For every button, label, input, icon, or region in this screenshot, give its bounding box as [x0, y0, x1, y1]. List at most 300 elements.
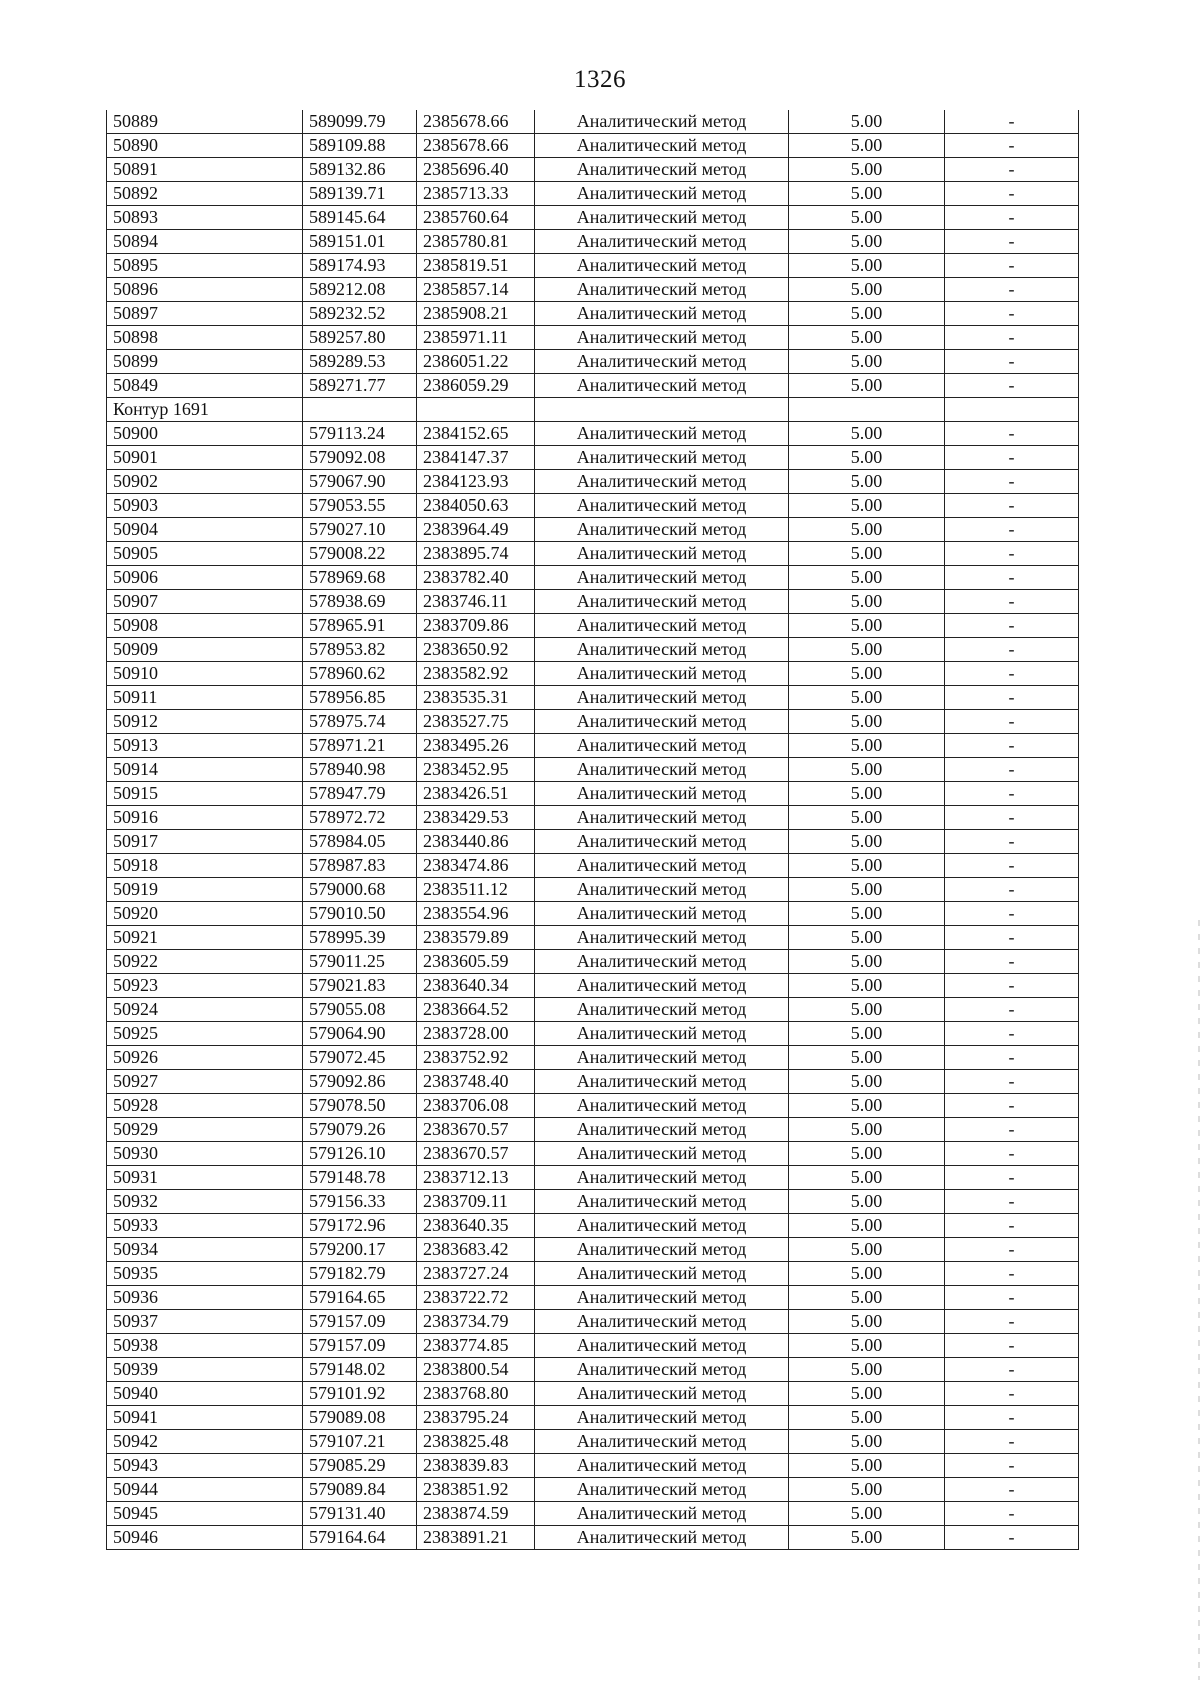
note-cell: - — [945, 446, 1079, 470]
precision-cell: 5.00 — [789, 710, 945, 734]
precision-cell: 5.00 — [789, 614, 945, 638]
precision-cell: 5.00 — [789, 182, 945, 206]
note-cell: - — [945, 734, 1079, 758]
point-id-cell: 50933 — [107, 1214, 303, 1238]
note-cell: - — [945, 830, 1079, 854]
note-cell: - — [945, 1142, 1079, 1166]
x-coordinate-cell: 579156.33 — [303, 1190, 417, 1214]
note-cell: - — [945, 1286, 1079, 1310]
method-cell: Аналитический метод — [535, 1286, 789, 1310]
point-id-cell: 50910 — [107, 662, 303, 686]
x-coordinate-cell: 578975.74 — [303, 710, 417, 734]
precision-cell: 5.00 — [789, 1286, 945, 1310]
coordinates-table-body — [107, 110, 1079, 1550]
method-cell: Аналитический метод — [535, 566, 789, 590]
x-coordinate-cell: 589232.52 — [303, 302, 417, 326]
x-coordinate-cell: 578947.79 — [303, 782, 417, 806]
point-id-cell: 50890 — [107, 134, 303, 158]
y-coordinate-cell: 2384123.93 — [417, 470, 535, 494]
table-row — [107, 254, 1079, 278]
precision-cell: 5.00 — [789, 1238, 945, 1262]
point-id-cell: 50922 — [107, 950, 303, 974]
precision-cell: 5.00 — [789, 422, 945, 446]
method-cell: Аналитический метод — [535, 206, 789, 230]
point-id-cell: 50925 — [107, 1022, 303, 1046]
table-row — [107, 734, 1079, 758]
note-cell: - — [945, 542, 1079, 566]
table-row — [107, 1094, 1079, 1118]
note-cell: - — [945, 854, 1079, 878]
point-id-cell: 50915 — [107, 782, 303, 806]
x-coordinate-cell: 578940.98 — [303, 758, 417, 782]
method-cell: Аналитический метод — [535, 1190, 789, 1214]
note-cell: - — [945, 278, 1079, 302]
table-row — [107, 998, 1079, 1022]
precision-cell: 5.00 — [789, 518, 945, 542]
x-coordinate-cell: 589271.77 — [303, 374, 417, 398]
precision-cell: 5.00 — [789, 902, 945, 926]
note-cell: - — [945, 1166, 1079, 1190]
note-cell: - — [945, 158, 1079, 182]
note-cell: - — [945, 374, 1079, 398]
point-id-cell: 50944 — [107, 1478, 303, 1502]
point-id-cell: 50930 — [107, 1142, 303, 1166]
note-cell: - — [945, 614, 1079, 638]
note-cell: - — [945, 566, 1079, 590]
precision-cell: 5.00 — [789, 1070, 945, 1094]
note-cell: - — [945, 1046, 1079, 1070]
note-cell: - — [945, 110, 1079, 134]
x-coordinate-cell: 589174.93 — [303, 254, 417, 278]
table-row — [107, 878, 1079, 902]
x-coordinate-cell: 578984.05 — [303, 830, 417, 854]
x-coordinate-cell: 589145.64 — [303, 206, 417, 230]
x-coordinate-cell: 578956.85 — [303, 686, 417, 710]
method-cell — [535, 398, 789, 422]
note-cell: - — [945, 254, 1079, 278]
y-coordinate-cell: 2383474.86 — [417, 854, 535, 878]
note-cell: - — [945, 662, 1079, 686]
table-row — [107, 830, 1079, 854]
note-cell — [945, 398, 1079, 422]
y-coordinate-cell: 2386059.29 — [417, 374, 535, 398]
note-cell: - — [945, 1478, 1079, 1502]
table-row — [107, 1190, 1079, 1214]
y-coordinate-cell: 2385678.66 — [417, 134, 535, 158]
x-coordinate-cell: 579072.45 — [303, 1046, 417, 1070]
table-row — [107, 542, 1079, 566]
point-id-cell: 50898 — [107, 326, 303, 350]
x-coordinate-cell: 589289.53 — [303, 350, 417, 374]
precision-cell: 5.00 — [789, 1502, 945, 1526]
table-row — [107, 422, 1079, 446]
method-cell: Аналитический метод — [535, 1094, 789, 1118]
x-coordinate-cell: 579107.21 — [303, 1430, 417, 1454]
point-id-cell: 50908 — [107, 614, 303, 638]
x-coordinate-cell: 589109.88 — [303, 134, 417, 158]
note-cell: - — [945, 1358, 1079, 1382]
method-cell: Аналитический метод — [535, 950, 789, 974]
method-cell: Аналитический метод — [535, 1262, 789, 1286]
table-row — [107, 1286, 1079, 1310]
precision-cell: 5.00 — [789, 158, 945, 182]
precision-cell: 5.00 — [789, 638, 945, 662]
precision-cell: 5.00 — [789, 302, 945, 326]
y-coordinate-cell: 2383709.11 — [417, 1190, 535, 1214]
table-row — [107, 854, 1079, 878]
y-coordinate-cell: 2383800.54 — [417, 1358, 535, 1382]
y-coordinate-cell: 2385971.11 — [417, 326, 535, 350]
y-coordinate-cell: 2383782.40 — [417, 566, 535, 590]
precision-cell: 5.00 — [789, 806, 945, 830]
precision-cell: 5.00 — [789, 782, 945, 806]
precision-cell: 5.00 — [789, 1406, 945, 1430]
table-row — [107, 1166, 1079, 1190]
note-cell: - — [945, 422, 1079, 446]
table-row — [107, 182, 1079, 206]
y-coordinate-cell: 2383579.89 — [417, 926, 535, 950]
point-id-cell: 50916 — [107, 806, 303, 830]
method-cell: Аналитический метод — [535, 1070, 789, 1094]
point-id-cell: 50923 — [107, 974, 303, 998]
method-cell: Аналитический метод — [535, 1214, 789, 1238]
table-row — [107, 1454, 1079, 1478]
method-cell: Аналитический метод — [535, 470, 789, 494]
x-coordinate-cell: 589132.86 — [303, 158, 417, 182]
y-coordinate-cell: 2383527.75 — [417, 710, 535, 734]
y-coordinate-cell: 2383825.48 — [417, 1430, 535, 1454]
table-row — [107, 590, 1079, 614]
note-cell: - — [945, 470, 1079, 494]
y-coordinate-cell: 2383874.59 — [417, 1502, 535, 1526]
x-coordinate-cell: 578987.83 — [303, 854, 417, 878]
method-cell: Аналитический метод — [535, 758, 789, 782]
point-id-cell: 50902 — [107, 470, 303, 494]
x-coordinate-cell: 579113.24 — [303, 422, 417, 446]
y-coordinate-cell — [417, 398, 535, 422]
method-cell: Аналитический метод — [535, 230, 789, 254]
method-cell: Аналитический метод — [535, 278, 789, 302]
x-coordinate-cell: 578960.62 — [303, 662, 417, 686]
point-id-cell: 50905 — [107, 542, 303, 566]
table-row — [107, 206, 1079, 230]
note-cell: - — [945, 134, 1079, 158]
y-coordinate-cell: 2383440.86 — [417, 830, 535, 854]
y-coordinate-cell: 2385780.81 — [417, 230, 535, 254]
table-row — [107, 470, 1079, 494]
method-cell: Аналитический метод — [535, 1502, 789, 1526]
y-coordinate-cell: 2383722.72 — [417, 1286, 535, 1310]
x-coordinate-cell: 579055.08 — [303, 998, 417, 1022]
precision-cell: 5.00 — [789, 542, 945, 566]
table-row — [107, 110, 1079, 134]
point-id-cell: 50894 — [107, 230, 303, 254]
point-id-cell: 50914 — [107, 758, 303, 782]
table-row — [107, 134, 1079, 158]
point-id-cell: 50912 — [107, 710, 303, 734]
precision-cell: 5.00 — [789, 1454, 945, 1478]
method-cell: Аналитический метод — [535, 710, 789, 734]
precision-cell: 5.00 — [789, 350, 945, 374]
x-coordinate-cell: 579131.40 — [303, 1502, 417, 1526]
x-coordinate-cell: 579157.09 — [303, 1310, 417, 1334]
x-coordinate-cell: 579148.78 — [303, 1166, 417, 1190]
x-coordinate-cell: 579079.26 — [303, 1118, 417, 1142]
table-row — [107, 782, 1079, 806]
point-id-cell: 50913 — [107, 734, 303, 758]
method-cell: Аналитический метод — [535, 110, 789, 134]
table-row — [107, 1526, 1079, 1550]
precision-cell: 5.00 — [789, 1382, 945, 1406]
table-row — [107, 1478, 1079, 1502]
point-id-cell: 50932 — [107, 1190, 303, 1214]
point-id-cell: 50891 — [107, 158, 303, 182]
y-coordinate-cell: 2383495.26 — [417, 734, 535, 758]
y-coordinate-cell: 2385696.40 — [417, 158, 535, 182]
note-cell: - — [945, 1238, 1079, 1262]
precision-cell: 5.00 — [789, 758, 945, 782]
table-row — [107, 518, 1079, 542]
point-id-cell: 50907 — [107, 590, 303, 614]
note-cell: - — [945, 974, 1079, 998]
precision-cell: 5.00 — [789, 662, 945, 686]
precision-cell: 5.00 — [789, 974, 945, 998]
x-coordinate-cell: 579078.50 — [303, 1094, 417, 1118]
x-coordinate-cell: 578972.72 — [303, 806, 417, 830]
point-id-cell: 50901 — [107, 446, 303, 470]
point-id-cell: 50945 — [107, 1502, 303, 1526]
y-coordinate-cell: 2383734.79 — [417, 1310, 535, 1334]
y-coordinate-cell: 2383728.00 — [417, 1022, 535, 1046]
x-coordinate-cell: 589099.79 — [303, 110, 417, 134]
y-coordinate-cell: 2383640.35 — [417, 1214, 535, 1238]
note-cell: - — [945, 1526, 1079, 1550]
precision-cell: 5.00 — [789, 854, 945, 878]
x-coordinate-cell: 579089.08 — [303, 1406, 417, 1430]
table-row — [107, 1262, 1079, 1286]
y-coordinate-cell: 2383426.51 — [417, 782, 535, 806]
note-cell: - — [945, 1382, 1079, 1406]
table-row — [107, 302, 1079, 326]
method-cell: Аналитический метод — [535, 422, 789, 446]
precision-cell: 5.00 — [789, 326, 945, 350]
note-cell: - — [945, 878, 1079, 902]
point-id-cell: 50939 — [107, 1358, 303, 1382]
note-cell: - — [945, 1454, 1079, 1478]
table-row — [107, 926, 1079, 950]
method-cell: Аналитический метод — [535, 1238, 789, 1262]
y-coordinate-cell: 2383683.42 — [417, 1238, 535, 1262]
table-row — [107, 278, 1079, 302]
method-cell: Аналитический метод — [535, 590, 789, 614]
y-coordinate-cell: 2383640.34 — [417, 974, 535, 998]
precision-cell: 5.00 — [789, 686, 945, 710]
point-id-cell: 50889 — [107, 110, 303, 134]
page-number: 1326 — [574, 66, 626, 93]
y-coordinate-cell: 2383670.57 — [417, 1142, 535, 1166]
table-row — [107, 950, 1079, 974]
note-cell: - — [945, 1502, 1079, 1526]
precision-cell: 5.00 — [789, 566, 945, 590]
table-row — [107, 1214, 1079, 1238]
x-coordinate-cell: 579126.10 — [303, 1142, 417, 1166]
note-cell: - — [945, 1190, 1079, 1214]
precision-cell: 5.00 — [789, 1478, 945, 1502]
table-row — [107, 686, 1079, 710]
x-coordinate-cell: 579064.90 — [303, 1022, 417, 1046]
precision-cell: 5.00 — [789, 1190, 945, 1214]
method-cell: Аналитический метод — [535, 1382, 789, 1406]
point-id-cell: 50946 — [107, 1526, 303, 1550]
method-cell: Аналитический метод — [535, 1142, 789, 1166]
method-cell: Аналитический метод — [535, 1166, 789, 1190]
note-cell: - — [945, 806, 1079, 830]
x-coordinate-cell: 579053.55 — [303, 494, 417, 518]
x-coordinate-cell: 579011.25 — [303, 950, 417, 974]
precision-cell: 5.00 — [789, 1334, 945, 1358]
table-row — [107, 1142, 1079, 1166]
y-coordinate-cell: 2383605.59 — [417, 950, 535, 974]
precision-cell: 5.00 — [789, 1262, 945, 1286]
table-row — [107, 1382, 1079, 1406]
y-coordinate-cell: 2385819.51 — [417, 254, 535, 278]
y-coordinate-cell: 2383795.24 — [417, 1406, 535, 1430]
table-row — [107, 710, 1079, 734]
table-row — [107, 1118, 1079, 1142]
precision-cell: 5.00 — [789, 1358, 945, 1382]
method-cell: Аналитический метод — [535, 1310, 789, 1334]
method-cell: Аналитический метод — [535, 1118, 789, 1142]
x-coordinate-cell: 579157.09 — [303, 1334, 417, 1358]
y-coordinate-cell: 2383670.57 — [417, 1118, 535, 1142]
method-cell: Аналитический метод — [535, 686, 789, 710]
x-coordinate-cell: 579172.96 — [303, 1214, 417, 1238]
precision-cell: 5.00 — [789, 590, 945, 614]
method-cell: Аналитический метод — [535, 782, 789, 806]
x-coordinate-cell: 579148.02 — [303, 1358, 417, 1382]
point-id-cell: 50942 — [107, 1430, 303, 1454]
y-coordinate-cell: 2384147.37 — [417, 446, 535, 470]
point-id-cell: 50928 — [107, 1094, 303, 1118]
x-coordinate-cell: 579008.22 — [303, 542, 417, 566]
precision-cell: 5.00 — [789, 254, 945, 278]
x-coordinate-cell: 579101.92 — [303, 1382, 417, 1406]
note-cell: - — [945, 710, 1079, 734]
method-cell: Аналитический метод — [535, 926, 789, 950]
method-cell: Аналитический метод — [535, 662, 789, 686]
x-coordinate-cell: 578995.39 — [303, 926, 417, 950]
method-cell: Аналитический метод — [535, 1358, 789, 1382]
note-cell: - — [945, 950, 1079, 974]
x-coordinate-cell: 579021.83 — [303, 974, 417, 998]
note-cell: - — [945, 350, 1079, 374]
method-cell: Аналитический метод — [535, 902, 789, 926]
x-coordinate-cell: 578938.69 — [303, 590, 417, 614]
note-cell: - — [945, 1262, 1079, 1286]
table-row — [107, 374, 1079, 398]
table-row — [107, 566, 1079, 590]
x-coordinate-cell: 589257.80 — [303, 326, 417, 350]
x-coordinate-cell: 579010.50 — [303, 902, 417, 926]
y-coordinate-cell: 2383709.86 — [417, 614, 535, 638]
x-coordinate-cell: 579182.79 — [303, 1262, 417, 1286]
method-cell: Аналитический метод — [535, 638, 789, 662]
y-coordinate-cell: 2384152.65 — [417, 422, 535, 446]
y-coordinate-cell: 2383582.92 — [417, 662, 535, 686]
x-coordinate-cell: 579067.90 — [303, 470, 417, 494]
precision-cell: 5.00 — [789, 278, 945, 302]
table-row — [107, 614, 1079, 638]
precision-cell: 5.00 — [789, 1094, 945, 1118]
precision-cell: 5.00 — [789, 998, 945, 1022]
method-cell: Аналитический метод — [535, 350, 789, 374]
y-coordinate-cell: 2383706.08 — [417, 1094, 535, 1118]
note-cell: - — [945, 902, 1079, 926]
y-coordinate-cell: 2383664.52 — [417, 998, 535, 1022]
precision-cell: 5.00 — [789, 1046, 945, 1070]
x-coordinate-cell — [303, 398, 417, 422]
precision-cell: 5.00 — [789, 1526, 945, 1550]
note-cell: - — [945, 1406, 1079, 1430]
y-coordinate-cell: 2383851.92 — [417, 1478, 535, 1502]
note-cell: - — [945, 590, 1079, 614]
x-coordinate-cell: 578953.82 — [303, 638, 417, 662]
note-cell: - — [945, 302, 1079, 326]
precision-cell — [789, 398, 945, 422]
x-coordinate-cell: 579085.29 — [303, 1454, 417, 1478]
y-coordinate-cell: 2383839.83 — [417, 1454, 535, 1478]
precision-cell: 5.00 — [789, 1118, 945, 1142]
method-cell: Аналитический метод — [535, 854, 789, 878]
point-id-cell: 50941 — [107, 1406, 303, 1430]
method-cell: Аналитический метод — [535, 374, 789, 398]
table-row — [107, 446, 1079, 470]
point-id-cell: 50926 — [107, 1046, 303, 1070]
point-id-cell: 50918 — [107, 854, 303, 878]
table-row — [107, 974, 1079, 998]
note-cell: - — [945, 1310, 1079, 1334]
point-id-cell: 50921 — [107, 926, 303, 950]
point-id-cell: 50906 — [107, 566, 303, 590]
point-id-cell: 50911 — [107, 686, 303, 710]
method-cell: Аналитический метод — [535, 1022, 789, 1046]
point-id-cell: 50903 — [107, 494, 303, 518]
method-cell: Аналитический метод — [535, 518, 789, 542]
note-cell: - — [945, 326, 1079, 350]
point-id-cell: 50896 — [107, 278, 303, 302]
point-id-cell: 50940 — [107, 1382, 303, 1406]
note-cell: - — [945, 1214, 1079, 1238]
point-id-cell: 50893 — [107, 206, 303, 230]
point-id-cell: 50917 — [107, 830, 303, 854]
note-cell: - — [945, 1430, 1079, 1454]
method-cell: Аналитический метод — [535, 134, 789, 158]
precision-cell: 5.00 — [789, 374, 945, 398]
y-coordinate-cell: 2383964.49 — [417, 518, 535, 542]
point-id-cell: 50909 — [107, 638, 303, 662]
x-coordinate-cell: 578969.68 — [303, 566, 417, 590]
precision-cell: 5.00 — [789, 494, 945, 518]
precision-cell: 5.00 — [789, 1142, 945, 1166]
table-row — [107, 230, 1079, 254]
table-row — [107, 902, 1079, 926]
method-cell: Аналитический метод — [535, 254, 789, 278]
point-id-cell: 50931 — [107, 1166, 303, 1190]
precision-cell: 5.00 — [789, 1214, 945, 1238]
note-cell: - — [945, 686, 1079, 710]
note-cell: - — [945, 1094, 1079, 1118]
y-coordinate-cell: 2385760.64 — [417, 206, 535, 230]
